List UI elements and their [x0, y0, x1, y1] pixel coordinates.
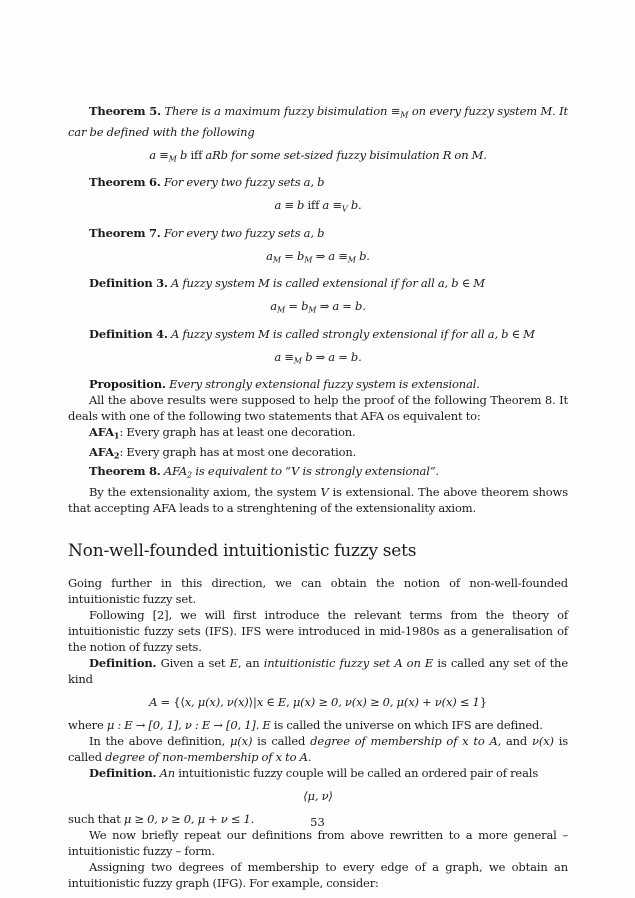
- equation-definition-3: [68, 298, 568, 319]
- text-run: Definition.: [89, 655, 157, 670]
- text-run: : Every graph has at most one decoration.: [119, 444, 357, 459]
- text-run: a ≡: [149, 147, 169, 162]
- text-run: AFA: [160, 464, 188, 478]
- text-run: a: [266, 248, 273, 263]
- text-run: 2: [187, 470, 193, 480]
- theorem-6-paragraph: [68, 174, 568, 190]
- text-run: ,: [286, 694, 293, 709]
- text-run: A fuzzy system M is called extensional if for all a, b ∈ M: [167, 276, 485, 290]
- text-run: : Every graph has at least one decoration.: [119, 425, 356, 439]
- text-run: such that: [68, 811, 124, 826]
- definition-3-paragraph: [68, 275, 568, 291]
- text-run: We now briefly repeat our definitions from above rewritten to a more general – intuitionistic fuzzy – form.: [68, 827, 568, 858]
- text-run: M: [400, 110, 409, 120]
- equation-definition-4: [68, 349, 568, 370]
- text-run: μ : E → [0, 1], ν : E → [0, 1]. E: [106, 717, 271, 732]
- text-run: ν(x): [532, 733, 554, 748]
- text-run: , and: [497, 733, 533, 748]
- text-run: There is a maximum fuzzy bisimulation ≡: [160, 104, 401, 118]
- text-run: A fuzzy system M is called strongly extensional if for all a, b ∈ M: [167, 326, 535, 341]
- text-run: V: [341, 204, 348, 214]
- ifs-definition-paragraph: [68, 655, 568, 687]
- text-run: Non-well-founded intuitionistic fuzzy sets: [68, 540, 417, 561]
- text-run: Given a set: [156, 655, 230, 670]
- text-run: E: [277, 694, 287, 709]
- text-run: Definition 3.: [89, 276, 168, 290]
- text-run: aRb for some set-sized fuzzy bisimulation R on M.: [205, 147, 487, 162]
- text-run: iff: [187, 147, 206, 162]
- text-run: Going further in this direction, we can obtain the notion of non-well-founded intuitionistic fuzzy set.: [68, 575, 568, 606]
- text-run: ∈: [263, 694, 278, 709]
- text-run: is called any set of the kind: [68, 655, 568, 686]
- text-run: degree of non-membership of x to A: [105, 749, 308, 764]
- equation-theorem-7: [68, 248, 568, 269]
- text-run: .: [250, 811, 255, 826]
- going-further-paragraph: [68, 575, 568, 607]
- text-run: intuitionistic fuzzy set A on E: [263, 655, 434, 670]
- section-heading: [68, 540, 568, 562]
- text-run: = {⟨: [157, 694, 185, 709]
- text-run: M: [293, 356, 302, 365]
- text-run: b.: [355, 248, 370, 263]
- text-run: E: [229, 655, 238, 670]
- theorem-5-paragraph: [68, 103, 568, 140]
- text-run: a ≡ b: [274, 198, 305, 212]
- text-run: b: [176, 147, 188, 162]
- text-run: .: [307, 749, 312, 764]
- text-run: An: [156, 765, 179, 780]
- text-run: M: [308, 305, 317, 315]
- text-run: M: [168, 154, 177, 163]
- text-run: ⟩|: [248, 694, 257, 709]
- text-run: μ(x): [229, 733, 253, 748]
- text-run: ⇒ a = b.: [316, 299, 366, 313]
- afa-intro-paragraph: [68, 392, 568, 424]
- text-run: Following [2], we will first introduce the relevant terms from the theory of intuitionistic fuzzy sets (IFS). IFS were introduced in mid-1980s as a generalisation of the notion of fuzzy sets.: [68, 607, 568, 654]
- text-run: Theorem 5.: [89, 104, 161, 118]
- text-run: M: [304, 255, 313, 264]
- text-run: }: [479, 694, 487, 709]
- text-run: x, μ(x), ν(x): [184, 694, 249, 709]
- text-run: is equivalent to “V is strongly extensional”.: [192, 464, 440, 478]
- text-run: ⇒ a ≡: [312, 248, 348, 263]
- text-run: intuitionistic fuzzy couple will be called an ordered pair of reals: [178, 765, 539, 780]
- afa-2-paragraph: [68, 444, 568, 464]
- text-run: M: [272, 255, 282, 264]
- page-content: [68, 103, 568, 891]
- page-number: 53: [310, 815, 325, 829]
- text-run: degree of membership of x to A: [310, 733, 498, 748]
- text-run: Assigning two degrees of membership to every edge of a graph, we obtain an intuitionistic fuzzy graph (IFG). For example, consider:: [68, 859, 568, 890]
- text-run: = b: [285, 299, 309, 313]
- text-run: is extensional. The above theorem shows that accepting AFA leads to a strenghtening of the extensionality axiom.: [68, 484, 568, 515]
- text-run: Definition 4.: [89, 326, 168, 341]
- text-run: a: [270, 299, 277, 313]
- text-run: AFA: [89, 425, 114, 439]
- text-run: x: [256, 694, 264, 709]
- text-run: a ≡: [322, 198, 342, 212]
- text-run: is called the universe on which IFS are defined.: [270, 717, 543, 732]
- equation-couple: [68, 788, 568, 804]
- text-run: , an: [237, 655, 264, 670]
- text-run: V: [320, 484, 329, 499]
- text-run: ⟨μ, ν⟩: [303, 788, 333, 803]
- text-run: Every strongly extensional fuzzy system is extensional.: [165, 377, 480, 391]
- text-run: iff: [304, 198, 323, 212]
- text-run: is called: [68, 733, 569, 764]
- text-run: 1: [113, 430, 120, 441]
- equation-theorem-6: [68, 197, 568, 218]
- text-run: b ⇒ a = b.: [301, 349, 362, 364]
- theorem-8-paragraph: [68, 463, 568, 484]
- equation-max-bisimulation: [68, 147, 568, 168]
- text-run: All the above results were supposed to help the proof of the following Theorem 8. It deals with one of the following two statements that AFA os equivalent to:: [68, 393, 568, 423]
- definition-4-paragraph: [68, 326, 568, 342]
- text-run: Theorem 7.: [89, 225, 161, 240]
- text-run: M: [276, 305, 286, 315]
- text-run: a ≡: [274, 349, 294, 364]
- text-run: For every two fuzzy sets a, b: [160, 175, 325, 189]
- text-run: M: [347, 255, 356, 264]
- ifg-paragraph: [68, 859, 568, 891]
- text-run: AFA: [89, 444, 114, 459]
- extensionality-axiom-paragraph: [68, 484, 568, 516]
- text-run: Theorem 8.: [89, 464, 161, 478]
- equation-ifs-set: [68, 694, 568, 710]
- text-run: μ ≥ 0, ν ≥ 0, μ + ν ≤ 1: [123, 811, 251, 826]
- following-2-paragraph: [68, 607, 568, 655]
- text-run: By the extensionality axiom, the system: [89, 484, 321, 499]
- text-run: where: [68, 717, 107, 732]
- membership-degree-paragraph: [68, 733, 568, 765]
- text-run: A: [149, 694, 158, 709]
- afa-1-paragraph: [68, 424, 568, 444]
- theorem-7-paragraph: [68, 225, 568, 241]
- universe-paragraph: [68, 717, 568, 733]
- text-run: on every fuzzy system M. It car be defined with the following: [68, 104, 568, 139]
- text-run: 2: [113, 450, 120, 460]
- proposition-paragraph: [68, 376, 568, 392]
- text-run: = b: [281, 248, 305, 263]
- text-run: Proposition.: [89, 377, 166, 391]
- text-run: Definition.: [89, 765, 157, 780]
- repeat-definitions-paragraph: [68, 827, 568, 859]
- text-run: is called: [252, 733, 311, 748]
- text-run: For every two fuzzy sets a, b: [160, 225, 325, 240]
- text-run: In the above definition,: [89, 733, 230, 748]
- text-run: μ(x) ≥ 0, ν(x) ≥ 0, μ(x) + ν(x) ≤ 1: [292, 694, 480, 709]
- text-run: b.: [347, 198, 362, 212]
- text-run: Theorem 6.: [89, 175, 161, 189]
- couple-definition-paragraph: [68, 765, 568, 781]
